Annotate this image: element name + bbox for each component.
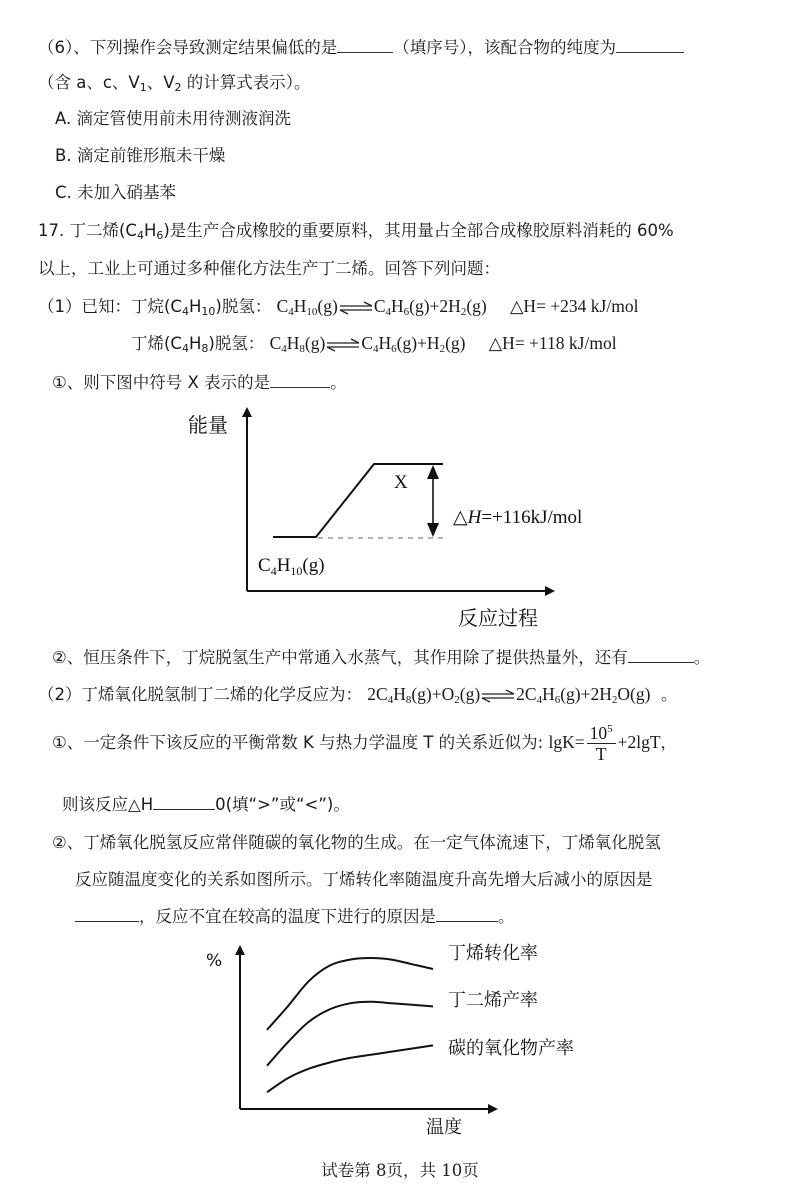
part2-label: （2）丁烯氧化脱氢制丁二烯的化学反应为： xyxy=(38,685,362,704)
punctuation: 。 xyxy=(330,373,347,392)
start-species-label: $C_4H_{10}(g)$ xyxy=(258,555,325,578)
equilibrium-arrow-icon xyxy=(325,338,361,352)
answer-blank-1[interactable] xyxy=(337,36,393,53)
option-letter: B. xyxy=(55,146,72,165)
series-butadiene-yield xyxy=(267,1002,433,1066)
part1-eq2 xyxy=(131,332,617,355)
eq1-delta-h: △H= +234 kJ/mol xyxy=(509,296,639,316)
q17-intro-line2-text: 以上，工业上可通过多种催化方法生产丁二烯。回答下列问题： xyxy=(38,259,500,278)
punctuation: 。 xyxy=(498,907,515,926)
option-letter: C. xyxy=(55,183,72,202)
subscript: 4 xyxy=(181,342,189,355)
fraction-numerator: 10 xyxy=(589,723,608,743)
legend-butadiene-yield: 丁二烯产率 xyxy=(448,990,538,1011)
x-axis-label: 温度 xyxy=(426,1117,462,1138)
temperature-chart xyxy=(200,930,620,1140)
q16-6-note-b: 、V xyxy=(146,73,175,92)
page-footer xyxy=(0,1157,800,1181)
q16-6-line2 xyxy=(38,72,311,94)
q17-intro-c: )是生产合成橡胶的重要原料，其用量占全部合成橡胶原料消耗的 60% xyxy=(163,221,674,240)
q17-intro-line1 xyxy=(38,220,674,242)
q16-6-line1 xyxy=(38,36,684,59)
part1-eq1 xyxy=(38,295,638,318)
part2-rhs: $2C_4H_6(g)+2H_2O(g)$ xyxy=(516,684,651,706)
arrow-down-icon xyxy=(427,523,439,537)
option-b xyxy=(55,145,225,167)
q16-6-note-a: （含 a、c、V xyxy=(38,73,140,92)
part2-sub1 xyxy=(52,722,677,764)
energy-profile-line xyxy=(273,464,443,537)
q17-intro-b: H xyxy=(143,221,157,240)
subscript: 6 xyxy=(156,229,164,242)
q17-intro-line2 xyxy=(38,258,500,280)
q16-6-prompt-cont: （填序号），该配合物的纯度为 xyxy=(393,38,616,57)
answer-blank-3[interactable] xyxy=(270,371,330,388)
part2-sub2-text-end: ，反应不宜在较高的温度下进行的原因是 xyxy=(139,907,436,926)
page-number-text: 试卷第 8页，共 10页 xyxy=(321,1161,479,1180)
punctuation: ， xyxy=(660,733,678,752)
part2-sub2-line1 xyxy=(52,832,661,854)
part2-lhs: $2C_4H_8(g)+O_2(g)$ xyxy=(367,684,481,706)
formula-text: )脱氢： xyxy=(215,297,272,316)
formula-rhs: +2lgT xyxy=(617,732,661,752)
part2-sub2-line2 xyxy=(75,869,653,891)
delta-h-label: △H=+116kJ/mol xyxy=(453,507,583,528)
formula-text: H xyxy=(188,297,202,316)
part1-sub2-text: ②、恒压条件下，丁烷脱氢生产中常通入水蒸气，其作用除了提供热量外，还有 xyxy=(52,648,628,667)
x-axis-label: 反应过程 xyxy=(458,606,538,630)
part2-sub2-text-cont: 反应随温度变化的关系如图所示。丁烯转化率随温度升高先增大后减小的原因是 xyxy=(75,870,653,889)
part2-sub1-line2-end: 0(填“>”或“<”)。 xyxy=(215,795,350,814)
equilibrium-arrow-icon xyxy=(480,689,516,703)
eq2-delta-h: △H= +118 kJ/mol xyxy=(488,333,617,353)
arrow-up-icon xyxy=(427,465,439,479)
answer-blank-6[interactable] xyxy=(75,905,139,922)
q16-6-note-c: 的计算式表示）。 xyxy=(181,73,311,92)
exponent: 5 xyxy=(607,723,613,736)
q16-6-prompt: （6）、下列操作会导致测定结果偏低的是 xyxy=(38,38,338,57)
eq2-lhs: $C_4H_8(g)$ xyxy=(269,333,326,355)
energy-diagram xyxy=(170,395,650,635)
part2-eq xyxy=(38,683,677,706)
part2-sub2-line3 xyxy=(75,905,515,928)
y-axis-label: 能量 xyxy=(188,413,228,437)
y-axis-label: % xyxy=(206,951,223,971)
punctuation: 。 xyxy=(650,685,678,704)
option-letter: A. xyxy=(55,109,72,128)
fraction-denominator: T xyxy=(595,744,607,764)
answer-blank-2[interactable] xyxy=(616,36,684,53)
punctuation: 。 xyxy=(693,648,711,667)
subscript: 10 xyxy=(201,305,216,318)
part2-sub1-line2 xyxy=(62,793,350,816)
series-carbon-oxide-yield xyxy=(267,1045,433,1092)
part1-label: （1）已知：丁烷(C xyxy=(38,297,182,316)
part2-sub2-text: ②、丁烯氧化脱氢反应常伴随碳的氧化物的生成。在一定气体流速下，丁烯氧化脱氢 xyxy=(52,833,661,852)
subscript: 8 xyxy=(201,342,209,355)
series-butene-conversion xyxy=(267,958,433,1030)
answer-blank-4[interactable] xyxy=(628,646,694,663)
option-c xyxy=(55,182,176,204)
part1-sub1-text: ①、则下图中符号 X 表示的是 xyxy=(52,373,271,392)
formula-text: H xyxy=(188,334,202,353)
formula-text: )脱氢： xyxy=(208,334,265,353)
part1-sub2 xyxy=(52,646,710,669)
eq1-lhs: $C_4H_{10}(g)$ xyxy=(276,296,338,318)
eq1-rhs: $C_4H_6(g)+2H_2(g)$ xyxy=(373,296,487,318)
part1-sub1 xyxy=(52,371,347,394)
fraction xyxy=(587,723,616,764)
option-text: 滴定前锥形瓶未干燥 xyxy=(76,146,226,165)
subscript: 4 xyxy=(136,229,144,242)
formula-lhs: lgK= xyxy=(548,732,585,752)
option-text: 滴定管使用前未用待测液润洗 xyxy=(76,109,291,128)
legend-carbon-oxide-yield: 碳的氧化物产率 xyxy=(448,1038,574,1059)
eq2-rhs: $C_4H_6(g)+H_2(g)$ xyxy=(361,333,466,355)
legend-butene-conversion: 丁烯转化率 xyxy=(448,943,538,964)
part2-sub1-text: ①、一定条件下该反应的平衡常数 K 与热力学温度 T 的关系近似为: xyxy=(52,733,549,752)
part2-sub1-line2-text: 则该反应△H xyxy=(62,795,154,814)
x-mark-label: X xyxy=(394,472,408,493)
subscript: 1 xyxy=(139,81,147,94)
q17-intro-a: 17. 丁二烯(C xyxy=(38,221,137,240)
answer-blank-5[interactable] xyxy=(153,793,215,810)
option-text: 未加入硝基苯 xyxy=(77,183,177,202)
subscript: 4 xyxy=(181,305,189,318)
answer-blank-7[interactable] xyxy=(436,905,498,922)
option-a xyxy=(55,108,291,130)
equilibrium-arrow-icon xyxy=(338,301,374,315)
formula-text: 丁烯(C xyxy=(131,334,182,353)
subscript: 2 xyxy=(174,81,182,94)
